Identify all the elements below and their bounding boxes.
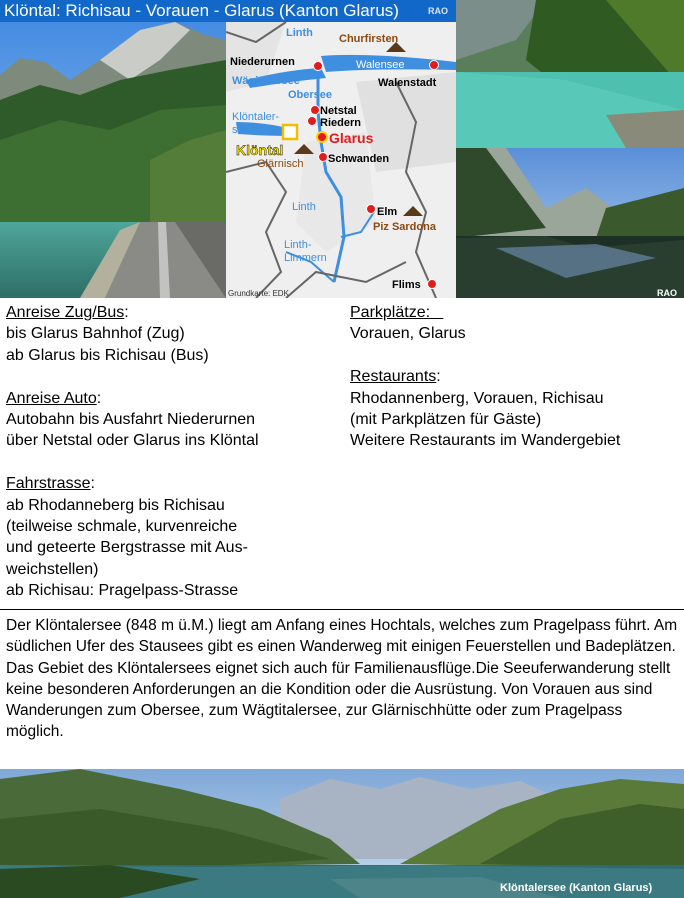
heading-restaurants: Restaurants [350, 368, 437, 386]
map-label-churfirsten: Churfirsten [339, 33, 399, 45]
info-line: Rhodannenberg, Vorauen, Richisau [350, 389, 604, 407]
photo-road-lake [0, 0, 226, 298]
map-label-schwanden: Schwanden [328, 153, 390, 165]
photo-lake-turquoise [456, 0, 684, 148]
map-label-waegitalersee: Wägitalersee [232, 75, 300, 87]
info-line: bis Glarus Bahnhof (Zug) [6, 325, 185, 343]
map-label-linth: Linth [286, 27, 313, 39]
map-label-flims: Flims [392, 279, 421, 291]
rao-mark-top: RAO [428, 6, 448, 16]
map-label-kloentalersee-1: Klöntaler- [232, 111, 280, 123]
map-label-riedern: Riedern [320, 117, 361, 129]
map-label-kloentalersee-2: see [232, 124, 250, 136]
map-label-netstal: Netstal [320, 105, 357, 117]
heading-anreise-auto: Anreise Auto [6, 389, 97, 407]
region-map [226, 22, 456, 298]
info-line: ab Richisau: Pragelpass-Strasse [6, 582, 239, 600]
heading-parkplaetze: Parkplätze: [350, 304, 431, 321]
info-line: Vorauen, Glarus [350, 325, 466, 343]
map-label-obersee: Obersee [288, 89, 333, 101]
map-label-linth-limmern-1: Linth- [284, 239, 312, 251]
map-label-glaernisch: Glärnisch [257, 158, 304, 170]
heading-anreise-zug: Anreise Zug/Bus [6, 304, 125, 321]
info-line: (teilweise schmale, kurvenreiche [6, 518, 238, 536]
map-credit: Grundkarte: EDK [228, 289, 289, 298]
map-label-walensee: Walensee [356, 59, 405, 71]
description-paragraph: Der Klöntalersee (848 m ü.M.) liegt am Anfang eines Hochtals, welches zum Pragelpass führt. Am südlichen Ufer des Stausees gibt es einen Wanderweg mit einigen Feuerstellen und Badeplätzen. Das Gebiet des Klöntalersees eignet sich auch für Familienausflüge.Die Seeuferwanderung stellt keine besonderen Anforderungen an die Kondition oder die Ausrüstung. Von Vorauen aus sind Wanderungen zum Obersee, zum Wägtitalersee, zur Glärnischhütte oder zum Pragelpass möglich. [6, 617, 678, 741]
info-line: Weitere Restaurants im Wandergebiet [350, 432, 621, 450]
map-label-kloental: Klöntal [236, 142, 284, 158]
photo-lake-panorama [0, 769, 684, 898]
heading-fahrstrasse: Fahrstrasse [6, 475, 91, 493]
info-line: ab Rhodanneberg bis Richisau [6, 496, 225, 514]
travel-info-left: Anreise Zug/Bus: bis Glarus Bahnhof (Zug) ab Glarus bis Richisau (Bus) Anreise Auto: Autobahn bis Ausfahrt Niederurnen über Netstal oder Glarus ins Klöntal Fahrstrasse: ab Rhodanneberg bis Richisau (teilweise schmale, kurvenreiche und geteerte Bergstrasse mit Aus- weichstellen) ab Richisau: Pragelpass-Strasse [6, 302, 336, 602]
info-line: und geteerte Bergstrasse mit Aus- [6, 539, 248, 557]
map-label-glarus: Glarus [329, 130, 374, 146]
page-title: Klöntal: Richisau - Vorauen - Glarus (Kanton Glarus) [0, 0, 456, 22]
info-line: (mit Parkplätzen für Gäste) [350, 411, 542, 429]
divider [0, 609, 684, 610]
map-label-walenstadt: Walenstadt [378, 77, 437, 89]
map-label-elm: Elm [377, 206, 398, 218]
map-label-linth-2: Linth [292, 201, 316, 213]
info-line: ab Glarus bis Richisau (Bus) [6, 346, 209, 364]
photo-caption: Klöntalersee (Kanton Glarus) [500, 882, 653, 894]
map-label-piz-sardona: Piz Sardona [373, 221, 436, 233]
map-label-niederurnen: Niederurnen [230, 56, 295, 68]
photo-lake-reflection [456, 148, 684, 298]
info-line: weichstellen) [6, 560, 99, 578]
info-line: Autobahn bis Ausfahrt Niederurnen [6, 411, 256, 429]
map-label-linth-limmern-2: Limmern [284, 252, 327, 264]
travel-info-right: Parkplätze: Vorauen, Glarus Restaurants: Rhodannenberg, Vorauen, Richisau (mit Parkplätzen für Gäste) Weitere Restaurants im Wandergebiet [350, 302, 680, 452]
rao-mark-bottom: RAO [657, 288, 677, 298]
info-line: über Netstal oder Glarus ins Klöntal [6, 432, 259, 450]
